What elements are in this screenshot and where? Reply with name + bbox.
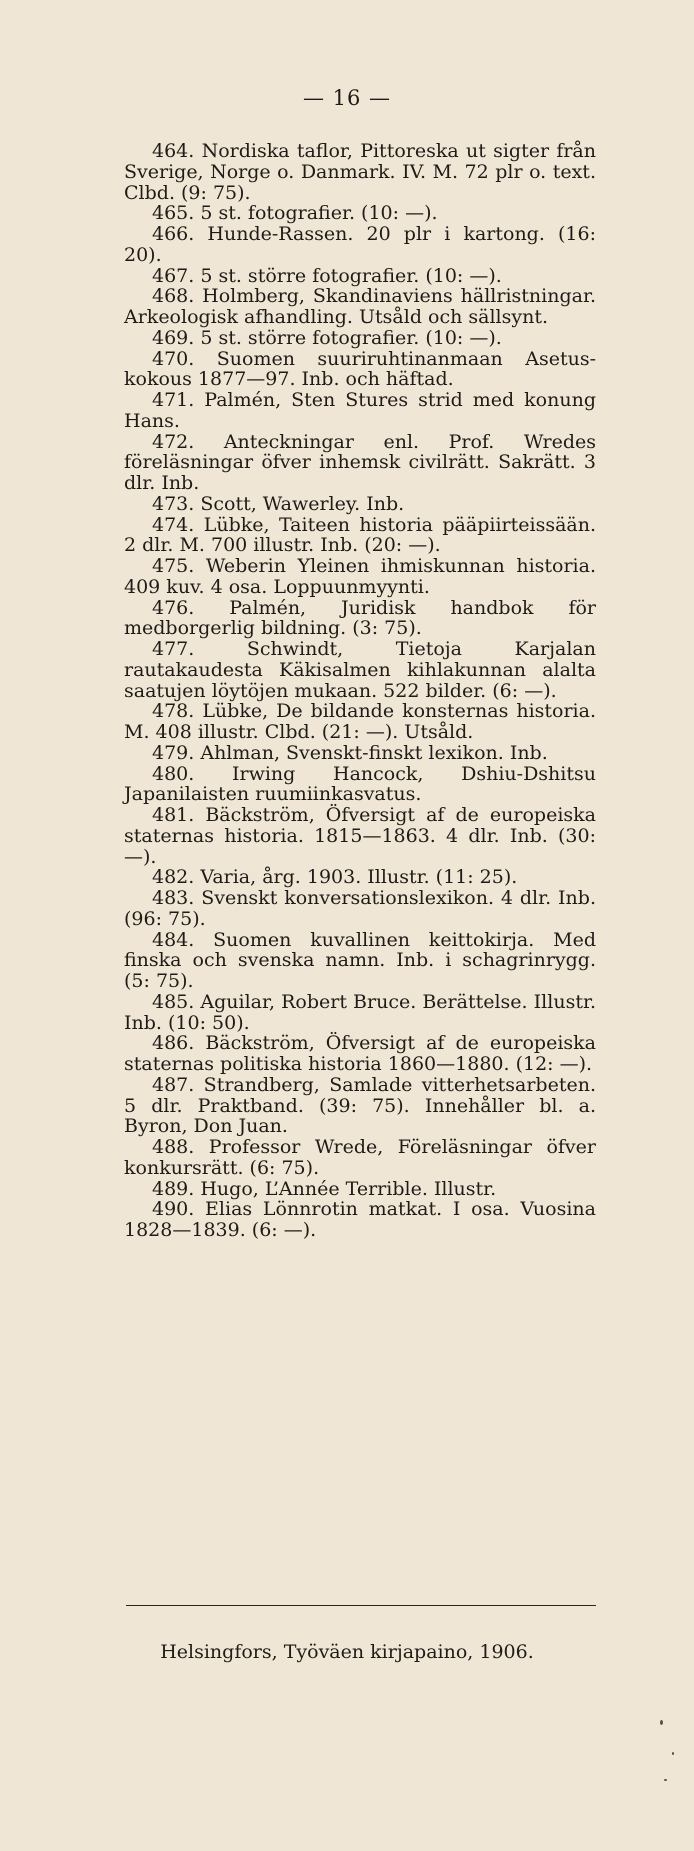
catalogue-entry-464: 464. Nordiska taflor, Pittoreska ut sigter från Sverige, Norge o. Danmark. IV. M. 72 plr o. text. Clbd. (9: 75). (124, 140, 596, 204)
catalogue-entry-465: 465. 5 st. fotografier. (10: —). (152, 202, 438, 225)
catalogue-entry-484: 484. Suomen kuvallinen keittokirja. Med finska och svenska namn. Inb. i schagrinrygg. (5: 75). (124, 928, 596, 992)
catalogue-entry-475: 475. Weberin Yleinen ihmiskunnan historia. 409 kuv. 4 osa. Loppuunmyynti. (124, 555, 596, 598)
printer-imprint: Helsingfors, Työväen kirjapaino, 1906. (160, 1641, 534, 1663)
catalogue-entry-467: 467. 5 st. större fotografier. (10: —). (152, 264, 502, 287)
page-number: — 16 — (302, 86, 392, 110)
paper-speck (660, 1720, 663, 1725)
catalogue-entry-466: 466. Hunde-Rassen. 20 plr i kartong. (16: 20). (124, 223, 596, 266)
catalogue-entry-486: 486. Bäckström, Öfversigt af de europeiska staternas politiska historia 1860—1880. (12: —). (124, 1032, 596, 1075)
catalogue-entry-473: 473. Scott, Wawerley. Inb. (152, 492, 405, 515)
catalogue-entry-483: 483. Svenskt konversationslexikon. 4 dlr. Inb. (96: 75). (124, 887, 596, 930)
catalogue-entry-488: 488. Professor Wrede, Föreläsningar öfver konkursrätt. (6: 75). (124, 1136, 596, 1179)
catalogue-entry-478: 478. Lübke, De bildande konsternas historia. M. 408 illustr. Clbd. (21: —). Utsåld. (124, 700, 596, 743)
catalogue-entry-489: 489. Hugo, L’Année Terrible. Illustr. (152, 1177, 497, 1200)
catalogue-entry-490: 490. Elias Lönnrotin matkat. I osa. Vuosina 1828—1839. (6: —). (124, 1198, 596, 1241)
catalogue-entry-471: 471. Palmén, Sten Stures strid med konung Hans. (124, 389, 596, 432)
paper-speck (672, 1752, 674, 1755)
catalogue-entry-482: 482. Varia, årg. 1903. Illustr. (11: 25). (152, 866, 518, 889)
catalogue-entry-470: 470. Suomen suuriruhtinanmaan Asetus-kokous 1877—97. Inb. och häftad. (124, 347, 596, 391)
catalogue-entry-472: 472. Anteckningar enl. Prof. Wredes föreläsningar öfver inhemsk civilrätt. Sakrätt. 3 dlr. Inb. (124, 430, 596, 494)
catalogue-entry-469: 469. 5 st. större fotografier. (10: —). (152, 326, 502, 349)
catalogue-entry-485: 485. Aguilar, Robert Bruce. Berättelse. Illustr. Inb. (10: 50). (124, 990, 596, 1034)
catalogue-entry-479: 479. Ahlman, Svenskt-finskt lexikon. Inb. (152, 741, 548, 764)
catalogue-entry-487: 487. Strandberg, Samlade vitterhetsarbeten. 5 dlr. Praktband. (39: 75). Innehåller bl. a. Byron, Don Juan. (124, 1073, 596, 1138)
catalogue-entry-480: 480. Irwing Hancock, Dshiu-Dshitsu Japanilaisten ruumiinkasvatus. (124, 762, 596, 806)
paper-speck (664, 1779, 667, 1781)
catalogue-entry-477: 477. Schwindt, Tietoja Karjalan rautakaudesta Käkisalmen kihlakunnan alalta saatujen löytöjen mukaan. 522 bilder. (6: —). (124, 638, 596, 702)
catalogue-entry-481: 481. Bäckström, Öfversigt af de europeiska staternas historia. 1815—1863. 4 dlr. Inb. (30: —). (124, 804, 596, 868)
catalogue-entry-476: 476. Palmén, Juridisk handbok för medborgerlig bildning. (3: 75). (124, 596, 596, 640)
catalogue-entry-468: 468. Holmberg, Skandinaviens hällristningar. Arkeologisk afhandling. Utsåld och sällsynt. (124, 285, 596, 328)
catalogue-entries (124, 141, 596, 1241)
footer-rule (126, 1605, 596, 1606)
catalogue-entry-474: 474. Lübke, Taiteen historia pääpiirteissään. 2 dlr. M. 700 illustr. Inb. (20: —). (124, 513, 596, 557)
